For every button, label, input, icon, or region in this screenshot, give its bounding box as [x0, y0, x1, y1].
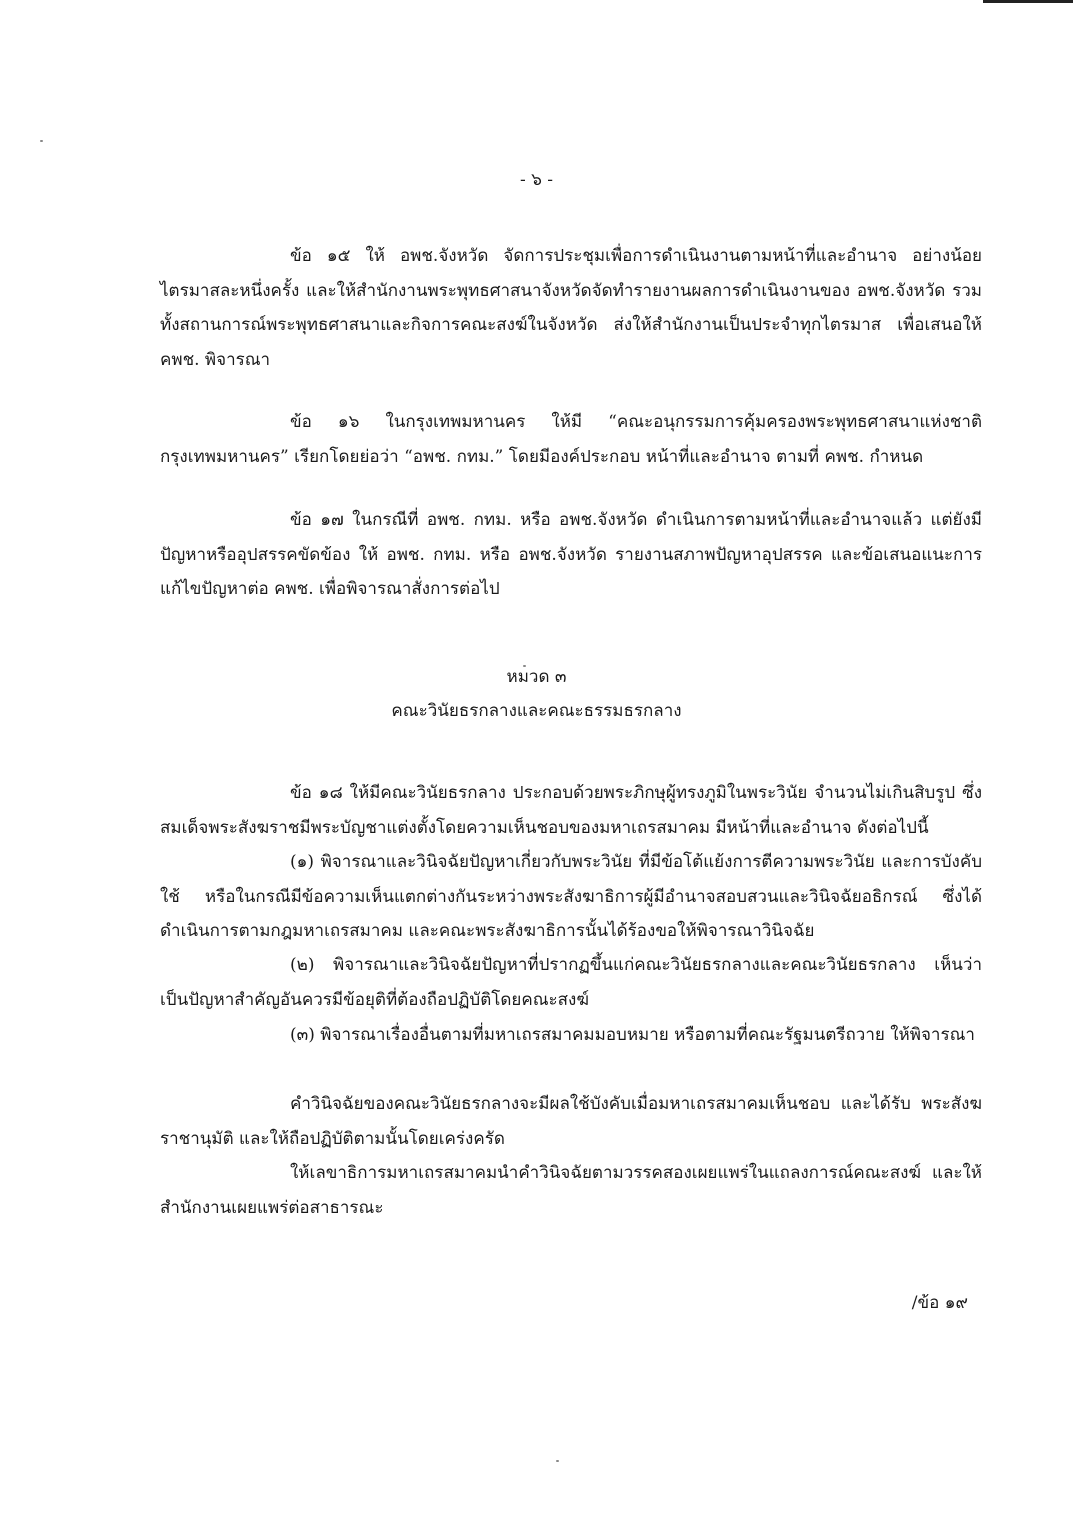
- chapter-subtitle: คณะวินัยธรกลางและคณะธรรมธรกลาง: [391, 701, 682, 721]
- clause-18-item-2: (๒) พิจารณาและวินิจฉัยปัญหาที่ปรากฏขึ้นแก่คณะวินัยธรกลางและคณะวินัยธรกลาง เห็นว่าเป็นปัญหาสำคัญอันควรมีข้อยุติที่ต้องถือปฏิบัติโดยคณะสงฆ์: [160, 955, 982, 1010]
- clause-18-item-3: (๓) พิจารณาเรื่องอื่นตามที่มหาเถรสมาคมมอบหมาย หรือตามที่คณะรัฐมนตรีถวาย ให้พิจารณา: [290, 1025, 975, 1045]
- clause-17: ข้อ ๑๗ ในกรณีที่ อพช. กทม. หรือ อพช.จังหวัด ดำเนินการตามหน้าที่และอำนาจแล้ว แต่ยังมีปัญหาหรืออุปสรรคขัดข้อง ให้ อพช. กทม. หรือ อพช.จังหวัด รายงานสภาพปัญหาอุปสรรค และข้อเสนอแนะการแก้ไขปัญหาต่อ คพช. เพื่อพิจารณาสั่งการต่อไป: [160, 510, 982, 599]
- clause-18-paragraph-3: ให้เลขาธิการมหาเถรสมาคมนำคำวินิจฉัยตามวรรคสองเผยแพร่ในแถลงการณ์คณะสงฆ์ และให้สำนักงานเผยแพร่ต่อสาธารณะ: [160, 1163, 982, 1218]
- scan-speck: [523, 665, 526, 667]
- scan-edge-mark: [983, 0, 1073, 3]
- clause-15: ข้อ ๑๕ ให้ อพช.จังหวัด จัดการประชุมเพื่อการดำเนินงานตามหน้าที่และอำนาจ อย่างน้อยไตรมาสละหนึ่งครั้ง และให้สำนักงานพระพุทธศาสนาจังหวัดจัดทำรายงานผลการดำเนินงานของ อพช.จังหวัด รวมทั้งสถานการณ์พระพุทธศาสนาและกิจการคณะสงฆ์ในจังหวัด ส่งให้สำนักงานเป็นประจำทุกไตรมาส เพื่อเสนอให้ คพช. พิจารณา: [160, 246, 982, 370]
- scan-speck: [556, 1460, 559, 1462]
- clause-18-item-1: (๑) พิจารณาและวินิจฉัยปัญหาเกี่ยวกับพระวินัย ที่มีข้อโต้แย้งการตีความพระวินัย และการบังคับใช้ หรือในกรณีมีข้อความเห็นแตกต่างกันระหว่างพระสังฆาธิการผู้มีอำนาจสอบสวนและวินิจฉัยอธิกรณ์ ซึ่งได้ดำเนินการตามกฎมหาเถรสมาคม และคณะพระสังฆาธิการนั้นได้ร้องขอให้พิจารณาวินิจฉัย: [160, 852, 982, 941]
- clause-18: ข้อ ๑๘ ให้มีคณะวินัยธรกลาง ประกอบด้วยพระภิกษุผู้ทรงภูมิในพระวินัย จำนวนไม่เกินสิบรูป ซึ่งสมเด็จพระสังฆราชมีพระบัญชาแต่งตั้งโดยความเห็นชอบของมหาเถรสมาคม มีหน้าที่และอำนาจ ดังต่อไปนี้: [160, 783, 982, 838]
- clause-18-paragraph-2: คำวินิจฉัยของคณะวินัยธรกลางจะมีผลใช้บังคับเมื่อมหาเถรสมาคมเห็นชอบ และได้รับ พระสังฆราชานุมัติ และให้ถือปฏิบัติตามนั้นโดยเคร่งครัด: [160, 1094, 982, 1149]
- next-page-reference: /ข้อ ๑๙: [911, 1293, 968, 1313]
- chapter-title: หมวด ๓: [506, 667, 567, 687]
- page-number: - ๖ -: [519, 170, 554, 190]
- clause-16: ข้อ ๑๖ ในกรุงเทพมหานคร ให้มี “คณะอนุกรรมการคุ้มครองพระพุทธศาสนาแห่งชาติกรุงเทพมหานคร” เรียกโดยย่อว่า “อพช. กทม.” โดยมีองค์ประกอบ หน้าที่และอำนาจ ตามที่ คพช. กำหนด: [160, 412, 982, 467]
- scan-speck: [40, 140, 43, 142]
